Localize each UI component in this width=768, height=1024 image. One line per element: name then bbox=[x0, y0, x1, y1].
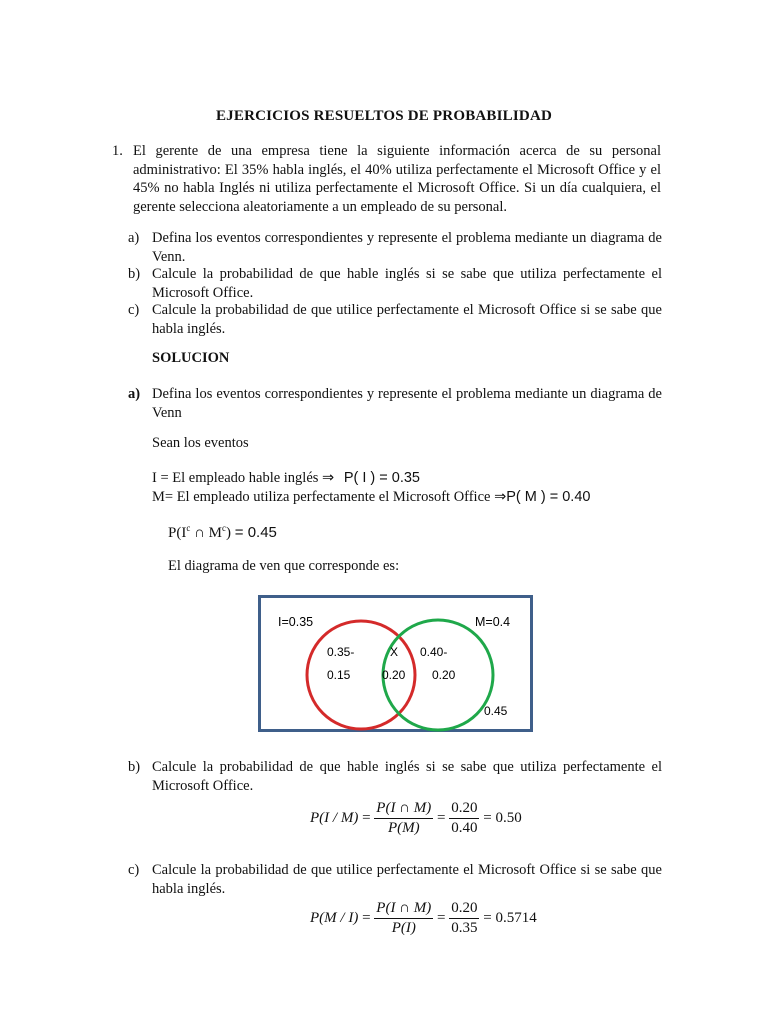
solution-a-text: Defina los eventos correspondientes y represente el problema mediante un diagrama de Venn bbox=[152, 386, 662, 421]
problem-statement: El gerente de una empresa tiene la siguiente información acerca de su personal administrativo: El 35% habla inglés, el 40% utiliza perfectamente el Microsoft Office y el 45% no habla Inglés ni utiliza perfectamente el Microsoft Office. Si un día cualquiera, el gerente selecciona aleatoriamente a un empleado de su personal. bbox=[133, 143, 661, 215]
question-c-label: c) bbox=[128, 302, 140, 318]
venn-right-bottom: 0.20 bbox=[432, 668, 456, 682]
question-b-text: Calcule la probabilidad de que hable inglés si se sabe que utiliza perfectamente el Microsoft Office. bbox=[152, 266, 662, 301]
formula-c-fraction bbox=[374, 900, 433, 937]
formula-c-den-value: 0.35 bbox=[451, 920, 478, 936]
problem-number: 1. bbox=[112, 143, 123, 159]
equals-sign: = bbox=[362, 810, 371, 826]
solution-b-label: b) bbox=[128, 759, 141, 775]
complement-equation bbox=[168, 523, 277, 542]
question-c-text: Calcule la probabilidad de que utilice perfectamente el Microsoft Office si se sabe que habla inglés. bbox=[152, 302, 662, 337]
venn-diagram bbox=[258, 595, 534, 733]
formula-b-fraction bbox=[374, 800, 433, 837]
venn-center-top: X bbox=[390, 645, 399, 659]
venn-left-bottom: 0.15 bbox=[327, 668, 351, 682]
venn-right-top: 0.40- bbox=[420, 645, 448, 659]
formula-b-num-value: 0.20 bbox=[449, 800, 479, 819]
formula-b-lhs: P(I / M) bbox=[310, 810, 359, 826]
arrow-icon: ⇒ bbox=[494, 489, 507, 505]
venn-left-top: 0.35- bbox=[327, 645, 355, 659]
event-i-prob: P( I ) = 0.35 bbox=[343, 470, 420, 486]
venn-center-bottom: 0.20 bbox=[382, 668, 406, 682]
venn-label-m: M=0.4 bbox=[475, 615, 511, 629]
complement-expression: $P(I^c$ ∩ $M^c$) bbox=[168, 523, 232, 541]
venn-label-i: I=0.35 bbox=[278, 615, 314, 629]
solution-heading: SOLUCION bbox=[152, 350, 230, 366]
formula-b bbox=[310, 800, 522, 837]
complement-prob: = 0.45 bbox=[234, 524, 277, 541]
formula-c-num-value: 0.20 bbox=[449, 900, 479, 919]
event-i-line bbox=[152, 470, 420, 487]
arrow-icon: ⇒ bbox=[322, 470, 335, 486]
equals-sign: = bbox=[437, 910, 446, 926]
question-b-label: b) bbox=[128, 266, 141, 282]
formula-b-denominator: P(M) bbox=[387, 820, 420, 836]
formula-c-result: 0.5714 bbox=[495, 910, 537, 926]
event-i-text: I = El empleado hable inglés bbox=[152, 470, 319, 486]
solution-c-label: c) bbox=[128, 862, 140, 878]
venn-outside: 0.45 bbox=[484, 704, 508, 718]
formula-c-denominator: P(I) bbox=[391, 920, 416, 936]
page-title: EJERCICIOS RESUELTOS DE PROBABILIDAD bbox=[215, 108, 553, 124]
formula-c-lhs: P(M / I) bbox=[310, 910, 359, 926]
solution-a-label: a) bbox=[128, 386, 141, 402]
formula-c-values bbox=[449, 900, 479, 937]
formula-b-den-value: 0.40 bbox=[451, 820, 478, 836]
question-a-text: Defina los eventos correspondientes y represente el problema mediante un diagrama de Venn. bbox=[152, 230, 662, 265]
equals-sign: = bbox=[483, 910, 492, 926]
venn-intro: El diagrama de ven que corresponde es: bbox=[168, 558, 400, 574]
equals-sign: = bbox=[437, 810, 446, 826]
event-m-prob: P( M ) = 0.40 bbox=[506, 489, 591, 505]
formula-b-values bbox=[449, 800, 479, 837]
equals-sign: = bbox=[362, 910, 371, 926]
formula-c bbox=[310, 900, 537, 937]
events-intro: Sean los eventos bbox=[152, 435, 249, 451]
solution-c-text: Calcule la probabilidad de que utilice perfectamente el Microsoft Office si se sabe que habla inglés. bbox=[152, 862, 662, 897]
event-m-text: M= El empleado utiliza perfectamente el Microsoft Office bbox=[152, 489, 491, 505]
formula-b-numerator: P(I ∩ M) bbox=[374, 800, 433, 819]
formula-c-numerator: P(I ∩ M) bbox=[374, 900, 433, 919]
solution-b-text: Calcule la probabilidad de que hable inglés si se sabe que utiliza perfectamente el Microsoft Office. bbox=[152, 759, 662, 794]
question-a-label: a) bbox=[128, 230, 140, 246]
formula-b-result: 0.50 bbox=[495, 810, 522, 826]
equals-sign: = bbox=[483, 810, 492, 826]
event-m-line bbox=[152, 489, 590, 506]
